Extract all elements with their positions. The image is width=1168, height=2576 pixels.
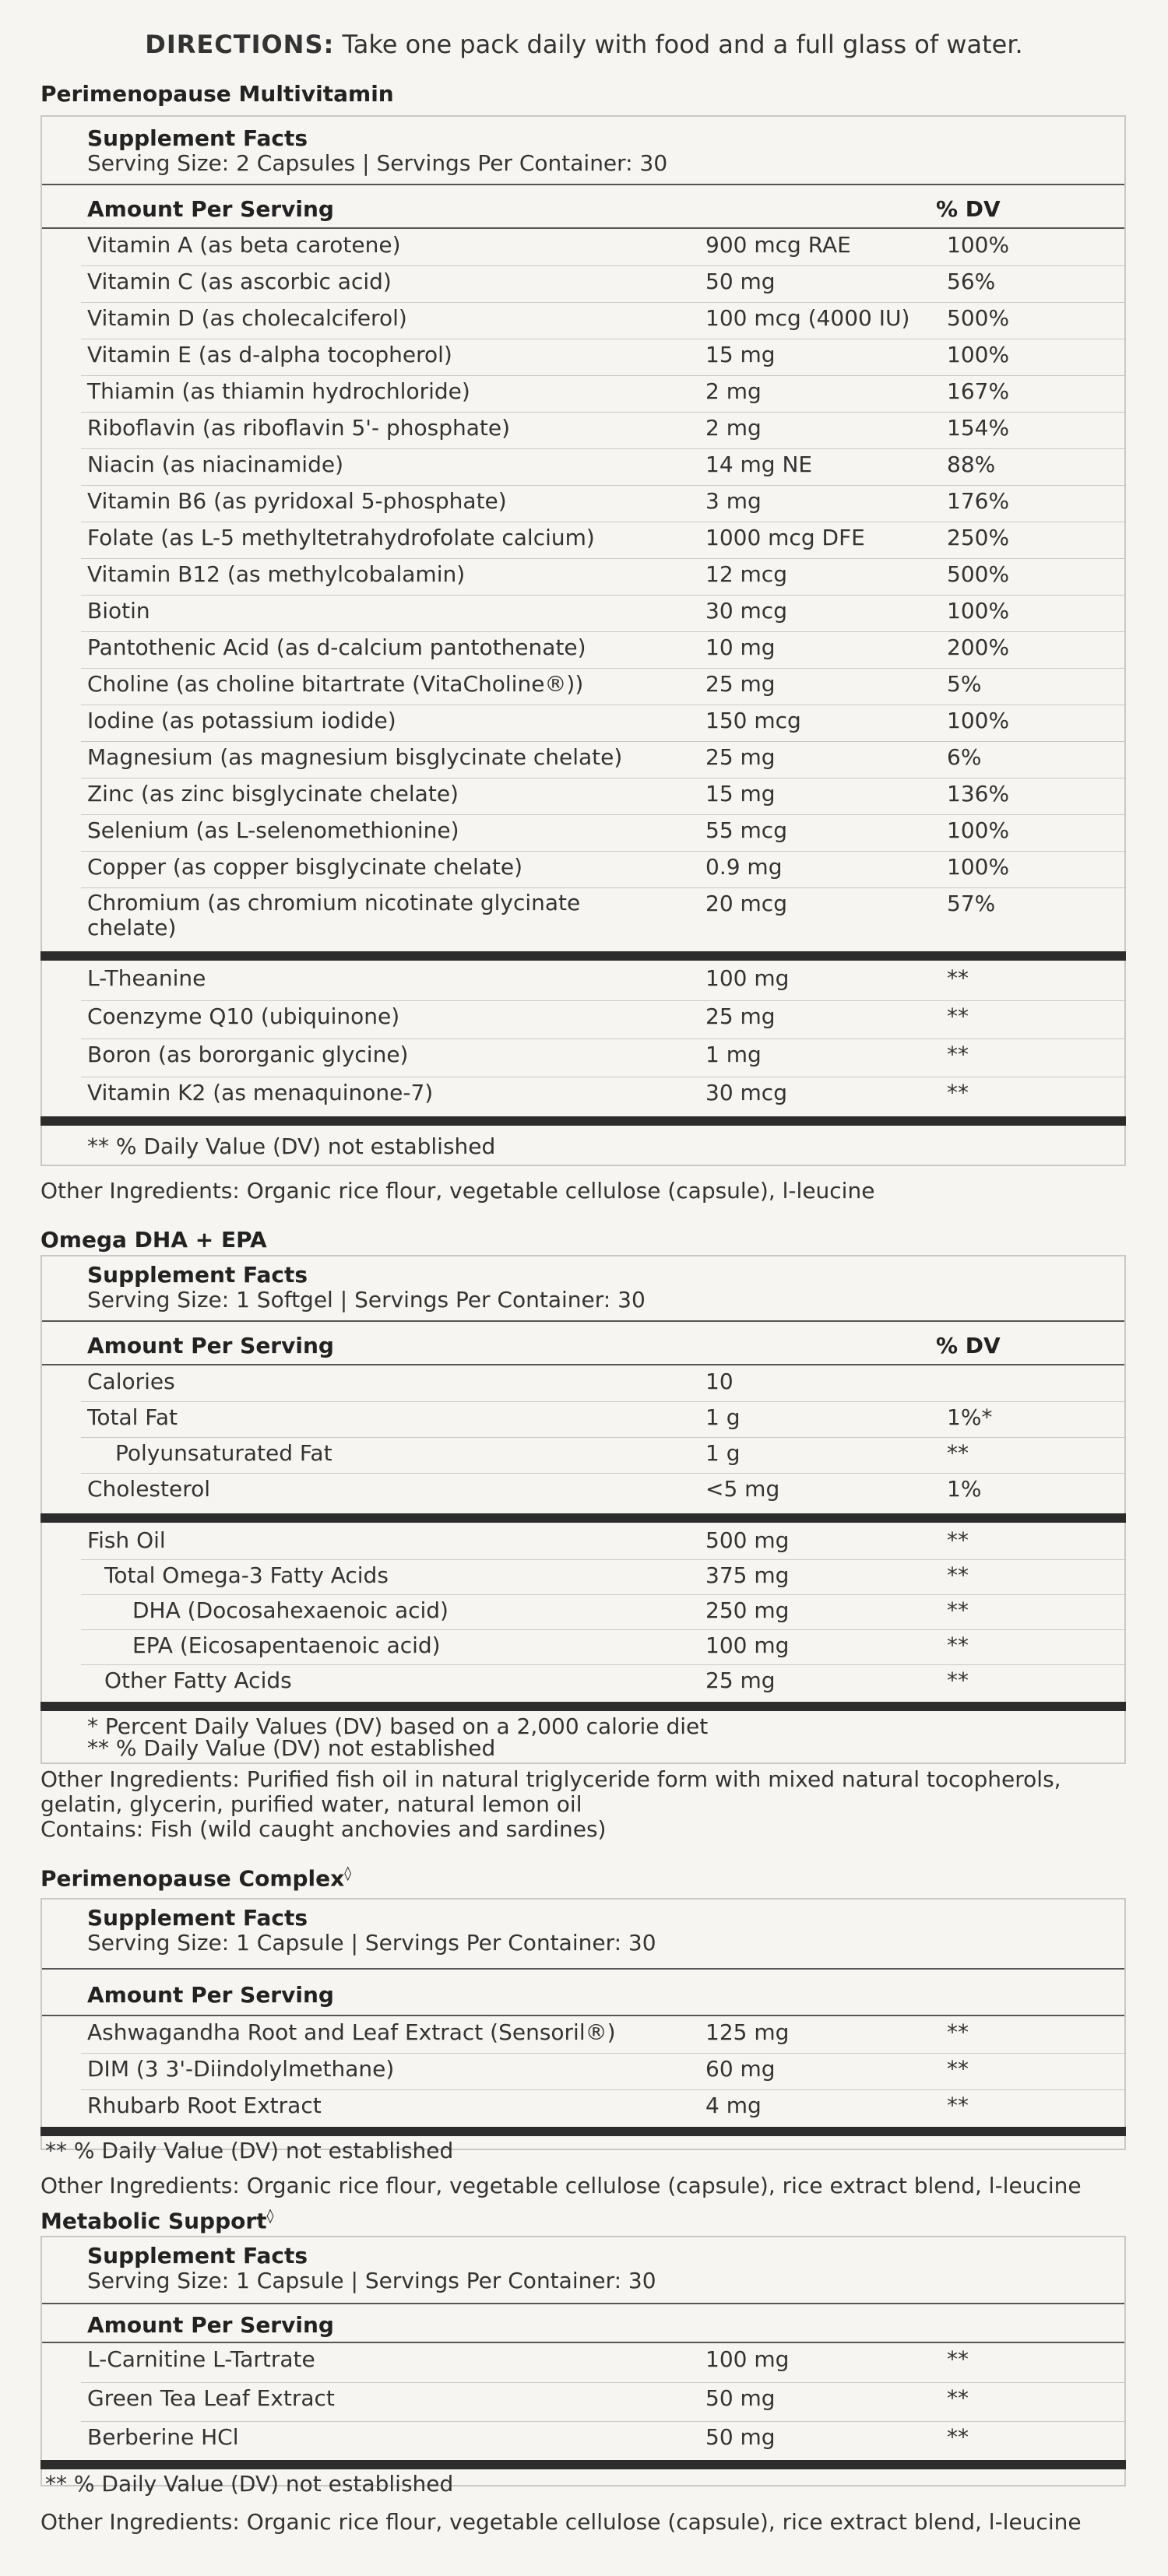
footnote-dv: ** % Daily Value (DV) not established — [87, 1133, 496, 1159]
amount-value: 55 mcg — [705, 817, 787, 843]
ingredient-name: Calories — [87, 1369, 175, 1394]
table-row — [42, 2385, 1124, 2421]
table-row — [42, 1668, 1124, 1699]
row-divider — [81, 1559, 1124, 1560]
thick-divider — [40, 1116, 1126, 1126]
row-divider — [81, 1000, 1124, 1001]
table-row — [42, 269, 1124, 302]
amount-value: 1 g — [705, 1440, 741, 1466]
table-row — [42, 1632, 1124, 1664]
dv-value: ** — [947, 2424, 969, 2450]
table-row — [42, 891, 1124, 950]
directions — [0, 30, 1168, 59]
ingredient-name: Riboflavin (as riboflavin 5'- phosphate) — [87, 415, 511, 441]
table-row — [42, 2424, 1124, 2460]
ingredient-name: Boron (as bororganic glycine) — [87, 1042, 409, 1067]
thick-divider — [40, 2460, 1126, 2469]
table-row — [42, 1562, 1124, 1594]
amount-value: 30 mcg — [705, 1080, 787, 1105]
table-row — [42, 817, 1124, 851]
ingredient-name: Pantothenic Acid (as d-calcium pantothenate) — [87, 634, 586, 660]
amount-value: 3 mg — [705, 488, 762, 514]
amount-value: 150 mcg — [705, 708, 801, 733]
table-row — [42, 965, 1124, 1000]
ingredient-name: Copper (as copper bisglycinate chelate) — [87, 854, 523, 880]
row-divider — [81, 412, 1124, 413]
ingredient-name: Vitamin C (as ascorbic acid) — [87, 269, 392, 294]
dv-value: ** — [947, 1042, 969, 1067]
divider — [42, 1968, 1124, 1970]
panel-header — [87, 126, 667, 176]
dv-value: 200% — [947, 634, 1010, 660]
row-divider — [81, 1664, 1124, 1665]
dv-value: ** — [947, 1597, 969, 1623]
directions-text: Take one pack daily with food and a full glass of water. — [334, 30, 1023, 59]
panel-header — [87, 1263, 646, 1313]
dv-value: ** — [947, 2346, 969, 2372]
ingredient-name: Berberine HCl — [87, 2424, 239, 2450]
row-divider — [81, 1594, 1124, 1595]
amount-value: 2 mg — [705, 378, 762, 404]
row-divider — [81, 302, 1124, 303]
row-divider — [81, 631, 1124, 632]
row-divider — [81, 448, 1124, 449]
title-mark: ◊ — [266, 2208, 274, 2224]
table-row — [42, 488, 1124, 522]
ingredient-name: Coenzyme Q10 (ubiquinone) — [87, 1003, 400, 1029]
table-row — [42, 744, 1124, 778]
ingredient-name: Vitamin B6 (as pyridoxal 5-phosphate) — [87, 488, 507, 514]
dv-value: 100% — [947, 342, 1010, 367]
amount-value: 500 mg — [705, 1527, 790, 1553]
row-divider — [81, 887, 1124, 888]
section-title-complex — [40, 1865, 351, 1891]
ingredient-name: DIM (3 3'-Diindolylmethane) — [87, 2056, 395, 2082]
table-row — [42, 781, 1124, 814]
dv-value: 56% — [947, 269, 996, 294]
table-row — [42, 1527, 1124, 1559]
amount-per-serving-header: Amount Per Serving — [87, 2312, 334, 2338]
amount-value: 375 mg — [705, 1562, 790, 1588]
row-divider — [81, 1437, 1124, 1438]
dv-value: 100% — [947, 854, 1010, 880]
amount-per-serving-header: Amount Per Serving — [87, 1982, 334, 2008]
table-row — [42, 1440, 1124, 1473]
row-divider — [81, 1038, 1124, 1039]
supplement-facts-panel-complex — [40, 1898, 1126, 2150]
table-row — [42, 1003, 1124, 1038]
other-ingredients: Other Ingredients: Purified fish oil in natural triglyceride form with mixed natural tocopherols, gelatin, glycerin, purified water, natural lemon oil — [40, 1766, 1061, 1817]
row-divider — [81, 375, 1124, 376]
title-text: Metabolic Support — [40, 2208, 267, 2234]
table-row — [42, 1080, 1124, 1115]
table-row — [42, 1597, 1124, 1629]
ingredient-name: Biotin — [87, 598, 150, 624]
amount-value: 15 mg — [705, 342, 776, 367]
ingredient-name: Magnesium (as magnesium bisglycinate chelate) — [87, 744, 623, 770]
thick-divider — [40, 1513, 1126, 1523]
title-mark: ◊ — [344, 1865, 352, 1882]
ingredient-name: Total Fat — [87, 1404, 178, 1430]
amount-value: 0.9 mg — [705, 854, 783, 880]
table-row — [42, 634, 1124, 668]
ingredient-name: EPA (Eicosapentaenoic acid) — [132, 1632, 441, 1658]
ingredient-name: Fish Oil — [87, 1527, 166, 1553]
dv-value: ** — [947, 1668, 969, 1693]
supplement-facts-heading: Supplement Facts — [87, 2243, 308, 2268]
table-row — [42, 415, 1124, 448]
dv-value: 1% — [947, 1476, 982, 1502]
ingredient-name: Folate (as L-5 methyltetrahydrofolate calcium) — [87, 525, 595, 550]
thick-divider — [40, 2127, 1126, 2136]
dv-value: 5% — [947, 671, 982, 697]
amount-value: <5 mg — [705, 1476, 780, 1502]
row-divider — [81, 814, 1124, 815]
dv-value: ** — [947, 2093, 969, 2118]
ingredient-name: L-Theanine — [87, 965, 206, 991]
dv-value: ** — [947, 2056, 969, 2082]
table-row — [42, 2056, 1124, 2089]
table-row — [42, 2093, 1124, 2126]
ingredient-name: Vitamin K2 (as menaquinone-7) — [87, 1080, 434, 1105]
divider — [42, 1320, 1124, 1322]
section-title-metabolic — [40, 2208, 273, 2233]
dv-value: 6% — [947, 744, 982, 770]
directions-label: DIRECTIONS: — [145, 30, 335, 59]
serving-info: Serving Size: 1 Capsule | Servings Per Container: 30 — [87, 2268, 656, 2293]
footnote-calorie: * Percent Daily Values (DV) based on a 2,000 calorie diet — [87, 1713, 709, 1739]
serving-info: Serving Size: 2 Capsules | Servings Per Container: 30 — [87, 150, 668, 176]
row-divider — [81, 2421, 1124, 2422]
ingredient-name: Iodine (as potassium iodide) — [87, 708, 396, 733]
serving-info: Serving Size: 1 Softgel | Servings Per Container: 30 — [87, 1287, 646, 1313]
amount-value: 15 mg — [705, 781, 776, 807]
amount-value: 100 mg — [705, 2346, 790, 2372]
dv-value: 250% — [947, 525, 1010, 550]
dv-value: ** — [947, 2019, 969, 2045]
ingredient-name: Cholesterol — [87, 1476, 211, 1502]
dv-value: 100% — [947, 708, 1010, 733]
amount-per-serving-header: Amount Per Serving — [87, 196, 334, 222]
amount-value: 50 mg — [705, 2424, 776, 2450]
dv-value: ** — [947, 1527, 969, 1553]
amount-value: 10 mg — [705, 634, 776, 660]
row-divider — [81, 595, 1124, 596]
table-row — [42, 708, 1124, 741]
divider — [42, 2015, 1124, 2016]
dv-value: ** — [947, 1080, 969, 1105]
row-divider — [81, 1629, 1124, 1630]
row-divider — [81, 265, 1124, 266]
ingredient-name: L-Carnitine L-Tartrate — [87, 2346, 315, 2372]
amount-value: 14 mg NE — [705, 452, 813, 477]
amount-value: 25 mg — [705, 1003, 776, 1029]
amount-value: 12 mcg — [705, 561, 787, 587]
amount-value: 10 — [705, 1369, 734, 1394]
amount-value: 100 mg — [705, 965, 790, 991]
dv-value: 57% — [947, 891, 996, 916]
row-divider — [81, 741, 1124, 742]
supplement-facts-heading: Supplement Facts — [87, 1262, 308, 1288]
dv-value: 136% — [947, 781, 1010, 807]
dv-value: 100% — [947, 598, 1010, 624]
ingredient-name: Thiamin (as thiamin hydrochloride) — [87, 378, 470, 404]
supplement-facts-panel-metabolic — [40, 2236, 1126, 2486]
divider — [42, 2342, 1124, 2343]
amount-value: 25 mg — [705, 744, 776, 770]
row-divider — [81, 485, 1124, 486]
panel-header — [87, 2244, 656, 2293]
amount-value: 250 mg — [705, 1597, 790, 1623]
other-ingredients: Other Ingredients: Organic rice flour, vegetable cellulose (capsule), rice extract blend, l-leucine — [40, 2509, 1082, 2535]
dv-value: 176% — [947, 488, 1010, 514]
other-ingredients: Other Ingredients: Organic rice flour, vegetable cellulose (capsule), rice extract blend, l-leucine — [40, 2173, 1082, 2198]
table-row — [42, 1042, 1124, 1077]
table-row — [42, 1369, 1124, 1401]
row-divider — [81, 2382, 1124, 2383]
amount-value: 25 mg — [705, 671, 776, 697]
amount-value: 20 mcg — [705, 891, 787, 916]
table-row — [42, 452, 1124, 485]
dv-value: 88% — [947, 452, 996, 477]
thick-divider — [40, 951, 1126, 961]
amount-value: 1000 mcg DFE — [705, 525, 865, 550]
ingredient-name: Rhubarb Root Extract — [87, 2093, 322, 2118]
dv-value: ** — [947, 1632, 969, 1658]
dv-value: 500% — [947, 561, 1010, 587]
table-row — [42, 854, 1124, 887]
footnote-dv: ** % Daily Value (DV) not established — [45, 2138, 454, 2163]
ingredient-name: Other Fatty Acids — [104, 1668, 292, 1693]
table-row — [42, 342, 1124, 375]
amount-value: 2 mg — [705, 415, 762, 441]
table-row — [42, 598, 1124, 631]
dv-value: 154% — [947, 415, 1010, 441]
ingredient-name: Total Omega-3 Fatty Acids — [104, 1562, 389, 1588]
ingredient-name: Vitamin E (as d-alpha tocopherol) — [87, 342, 452, 367]
divider — [42, 1364, 1124, 1365]
amount-value: 125 mg — [705, 2019, 790, 2045]
row-divider — [81, 1401, 1124, 1402]
row-divider — [81, 2089, 1124, 2090]
divider — [42, 227, 1124, 229]
thick-divider — [40, 1702, 1126, 1711]
ingredient-name: Choline (as choline bitartrate (VitaCholine®)) — [87, 671, 584, 697]
ingredient-name: Chromium (as chromium nicotinate glycinate chelate) — [87, 890, 581, 940]
title-text: Perimenopause Complex — [40, 1865, 345, 1892]
section-title-multivitamin: Perimenopause Multivitamin — [40, 81, 394, 107]
divider — [42, 2303, 1124, 2304]
row-divider — [81, 1473, 1124, 1474]
dv-value: 100% — [947, 232, 1010, 258]
table-row — [42, 525, 1124, 558]
row-divider — [81, 558, 1124, 559]
supplement-facts-heading: Supplement Facts — [87, 125, 308, 151]
dv-value: ** — [947, 965, 969, 991]
table-row — [42, 671, 1124, 705]
dv-header: % DV — [936, 196, 1001, 222]
ingredient-name: Vitamin B12 (as methylcobalamin) — [87, 561, 466, 587]
dv-value: 167% — [947, 378, 1010, 404]
amount-value: 50 mg — [705, 2385, 776, 2411]
ingredient-name: Polyunsaturated Fat — [115, 1440, 332, 1466]
table-row — [42, 561, 1124, 595]
ingredient-name: Zinc (as zinc bisglycinate chelate) — [87, 781, 459, 807]
ingredient-name: Green Tea Leaf Extract — [87, 2385, 335, 2411]
table-row — [42, 305, 1124, 339]
amount-value: 25 mg — [705, 1668, 776, 1693]
amount-value: 4 mg — [705, 2093, 762, 2118]
ingredient-name: Vitamin A (as beta carotene) — [87, 232, 401, 258]
panel-header — [87, 1906, 656, 1956]
footnote-dv: ** % Daily Value (DV) not established — [45, 2471, 454, 2497]
table-row — [42, 232, 1124, 265]
amount-value: 100 mg — [705, 1632, 790, 1658]
amount-value: 60 mg — [705, 2056, 776, 2082]
supplement-facts-heading: Supplement Facts — [87, 1905, 308, 1931]
dv-value: ** — [947, 1562, 969, 1588]
footnote-dv: ** % Daily Value (DV) not established — [87, 1735, 496, 1761]
table-row — [42, 378, 1124, 412]
table-row — [42, 1476, 1124, 1509]
ingredient-name: Selenium (as L-selenomethionine) — [87, 817, 459, 843]
dv-value: 500% — [947, 305, 1010, 331]
dv-value: ** — [947, 1003, 969, 1029]
dv-value: 100% — [947, 817, 1010, 843]
amount-value: 900 mcg RAE — [705, 232, 851, 258]
ingredient-name: Ashwagandha Root and Leaf Extract (Sensoril®) — [87, 2019, 616, 2045]
other-ingredients: Other Ingredients: Organic rice flour, vegetable cellulose (capsule), l-leucine — [40, 1178, 875, 1204]
amount-value: 30 mcg — [705, 598, 787, 624]
amount-per-serving-header: Amount Per Serving — [87, 1333, 334, 1358]
dv-value: ** — [947, 1440, 969, 1466]
contains-allergen: Contains: Fish (wild caught anchovies and sardines) — [40, 1816, 607, 1842]
divider — [42, 184, 1124, 185]
row-divider — [81, 668, 1124, 669]
section-title-omega: Omega DHA + EPA — [40, 1227, 267, 1253]
amount-value: 100 mcg (4000 IU) — [705, 305, 910, 331]
ingredient-name: Vitamin D (as cholecalciferol) — [87, 305, 407, 331]
serving-info: Serving Size: 1 Capsule | Servings Per Container: 30 — [87, 1930, 656, 1956]
dv-header: % DV — [936, 1333, 1001, 1358]
ingredient-name: DHA (Docosahexaenoic acid) — [132, 1597, 449, 1623]
table-row — [42, 2346, 1124, 2382]
amount-value: 50 mg — [705, 269, 776, 294]
supplement-facts-panel-omega — [40, 1255, 1126, 1764]
supplement-facts-panel-multivitamin — [40, 115, 1126, 1166]
footnotes — [87, 1713, 709, 1761]
table-row — [42, 2019, 1124, 2053]
ingredient-name: Niacin (as niacinamide) — [87, 452, 344, 477]
dv-value: 1%* — [947, 1404, 993, 1430]
row-divider — [81, 851, 1124, 852]
table-row — [42, 1404, 1124, 1437]
amount-value: 1 g — [705, 1404, 741, 1430]
row-divider — [81, 2053, 1124, 2054]
dv-value: ** — [947, 2385, 969, 2411]
amount-value: 1 mg — [705, 1042, 762, 1067]
